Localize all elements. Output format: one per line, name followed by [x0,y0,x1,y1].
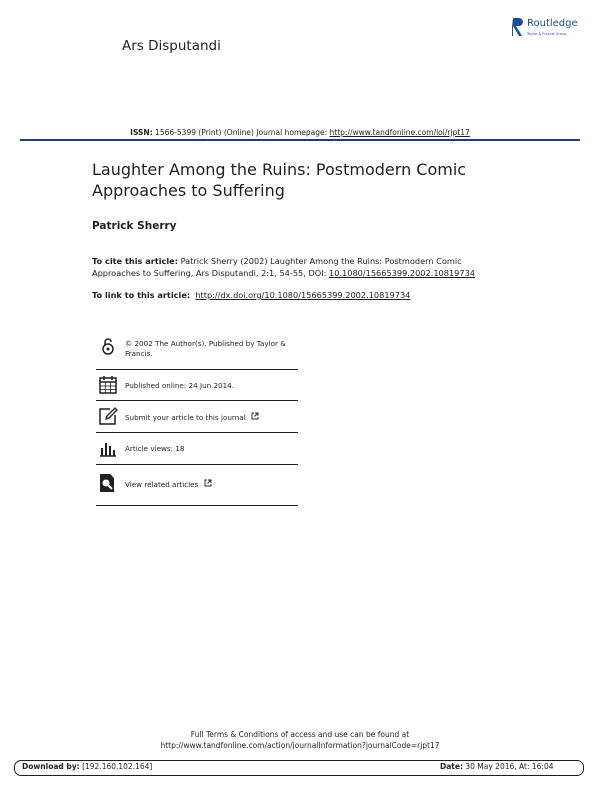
issn-line [0,128,600,137]
doi-link[interactable]: 10.1080/15665399.2002.10819734 [329,268,476,278]
article-info-list [96,333,298,506]
info-row-related[interactable] [96,465,298,506]
bar-chart-icon [98,438,118,458]
citation-text: Patrick Sherry (2002) Laughter Among the Ruins: Postmodern Comic Approaches to Suffering, Ars Disputandi, 2:1, 54-55, DOI: [92,256,462,278]
published-date-text: Published online: 24 Jun 2014. [125,381,235,390]
article-link[interactable]: http://dx.doi.org/10.1080/15665399.2002.10819734 [195,290,411,300]
downloaded-by-label: Download by: [22,762,80,771]
publisher-logo[interactable] [512,17,592,47]
citation-block [92,255,512,279]
routledge-logo-icon [512,17,524,37]
downloaded-by [22,762,152,771]
related-articles-link[interactable] [125,479,212,490]
publisher-tagline: Taylor & Francis Group [527,32,567,36]
related-articles-text: View related articles [125,480,199,489]
submit-article-text: Submit your article to this journal [125,413,246,422]
journal-name: Ars Disputandi [122,38,221,54]
info-row-published [96,370,298,401]
link-line [92,290,512,300]
journal-homepage-link[interactable]: http://www.tandfonline.com/loi/rjpt17 [329,128,470,137]
search-document-icon [98,473,118,493]
calendar-icon [98,375,118,395]
external-link-icon [251,412,259,420]
article-title: Laughter Among the Ruins: Postmodern Comic Approaches to Suffering [92,160,467,200]
download-date [440,762,554,771]
header-divider [20,139,580,141]
info-row-license [96,333,298,370]
info-row-submit[interactable] [96,401,298,433]
external-link-icon [204,479,212,487]
article-views-text: Article views: 18 [125,444,185,453]
edit-icon [98,406,118,426]
terms-line-1: Full Terms & Conditions of access and use can be found at [190,730,410,739]
submit-article-link[interactable] [125,412,259,423]
terms-notice [0,729,600,751]
download-date-label: Date: [440,762,463,771]
issn-label: ISSN: [130,128,153,137]
citation-label: To cite this article: [92,256,178,266]
link-label: To link to this article: [92,290,191,300]
open-access-icon [98,336,118,356]
info-row-views [96,433,298,465]
issn-text: 1566-5399 (Print) (Online) Journal homepage: [155,128,328,137]
license-text: © 2002 The Author(s). Published by Taylor & Francis. [125,339,286,358]
publisher-name: Routledge [527,18,578,29]
article-author: Patrick Sherry [92,220,177,232]
terms-link[interactable]: http://www.tandfonline.com/action/journalInformation?journalCode=rjpt17 [160,741,440,750]
downloaded-by-value: [192.160.102.164] [82,762,153,771]
download-date-value: 30 May 2016, At: 16:04 [465,762,554,771]
